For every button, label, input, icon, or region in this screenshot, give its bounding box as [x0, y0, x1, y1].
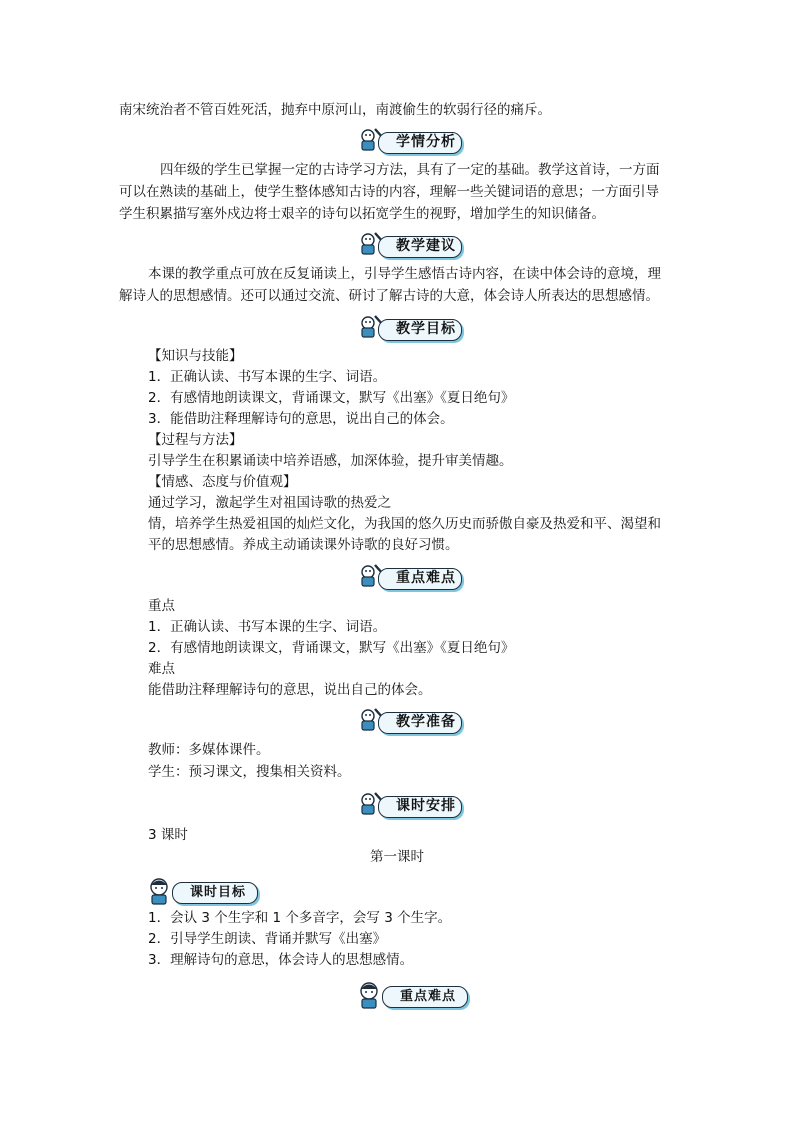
- paragraph-line: 可以在熟读的基础上，使学生整体感知古诗的内容，理解一些关键词语的意思；一方面引导: [119, 184, 659, 200]
- list-item: 2．有感情地朗读课文，背诵课文，默写《出塞》《夏日绝句》: [148, 390, 515, 406]
- subheading: 【知识与技能】: [148, 348, 243, 364]
- section-header-xueqing: [356, 126, 462, 154]
- section-header-keshi-mubiao: [146, 876, 252, 904]
- subheading: 重点: [148, 598, 175, 614]
- section-header-mubiao: [356, 313, 462, 341]
- paragraph-line: 学生：预习课文，搜集相关资料。: [148, 764, 351, 780]
- list-item: 2．引导学生朗读、背诵并默写《出塞》: [148, 931, 387, 947]
- subheading: 【过程与方法】: [148, 432, 243, 448]
- list-item: 1．会认 3 个生字和 1 个多音字，会写 3 个生字。: [148, 910, 452, 926]
- paragraph-line: 通过学习，激起学生对祖国诗歌的热爱之: [148, 495, 391, 511]
- section-title: 学情分析: [396, 134, 456, 150]
- section-header-zhongdian: [356, 562, 462, 590]
- list-item: 2．有感情地朗读课文，背诵课文，默写《出塞》《夏日绝句》: [148, 640, 515, 656]
- paragraph-line: 能借助注释理解诗句的意思，说出自己的体会。: [148, 682, 432, 698]
- paragraph-line: 学生积累描写塞外戍边将士艰辛的诗句以拓宽学生的视野，增加学生的知识储备。: [119, 206, 605, 222]
- list-item: 1．正确认读、书写本课的生字、词语。: [148, 369, 387, 385]
- lesson-heading: 第一课时: [370, 849, 424, 865]
- section-title: 教学准备: [396, 714, 456, 730]
- section-header-anpai: [356, 790, 462, 818]
- section-title: 课时安排: [396, 798, 456, 814]
- list-item: 3．理解诗句的意思，体会诗人的思想感情。: [148, 952, 414, 968]
- intro-line: 南宋统治者不管百姓死活，抛弃中原河山，南渡偷生的软弱行径的痛斥。: [119, 102, 551, 118]
- paragraph-line: 情，培养学生热爱祖国的灿烂文化，为我国的悠久历史而骄傲自豪及热爱和平、渴望和: [148, 516, 661, 532]
- section-title: 课时目标: [189, 885, 246, 900]
- section-header-keshi-zhongdian: [356, 980, 462, 1008]
- paragraph-line: 3 课时: [148, 827, 188, 843]
- subheading: 【情感、态度与价值观】: [148, 474, 297, 490]
- section-header-zhunbei: [356, 706, 462, 734]
- section-title: 重点难点: [399, 989, 456, 1004]
- section-title: 教学目标: [396, 321, 456, 337]
- section-title: 教学建议: [396, 238, 456, 254]
- section-header-jianyi: [356, 230, 462, 258]
- paragraph-line: 教师：多媒体课件。: [148, 742, 270, 758]
- paragraph-line: 平的思想感情。养成主动诵读课外诗歌的良好习惯。: [148, 537, 459, 553]
- paragraph-line: 本课的教学重点可放在反复诵读上，引导学生感悟古诗内容，在读中体会诗的意境，理: [148, 266, 661, 282]
- subheading: 难点: [148, 661, 175, 677]
- list-item: 3．能借助注释理解诗句的意思，说出自己的体会。: [148, 411, 454, 427]
- list-item: 1．正确认读、书写本课的生字、词语。: [148, 619, 387, 635]
- section-title: 重点难点: [396, 570, 456, 586]
- paragraph-line: 四年级的学生已掌握一定的古诗学习方法，具有了一定的基础。教学这首诗，一方面: [160, 162, 660, 178]
- paragraph-line: 解诗人的思想感情。还可以通过交流、研讨了解古诗的大意，体会诗人所表达的思想感情。: [119, 288, 659, 304]
- paragraph-line: 引导学生在积累诵读中培养语感，加深体验，提升审美情趣。: [148, 453, 513, 469]
